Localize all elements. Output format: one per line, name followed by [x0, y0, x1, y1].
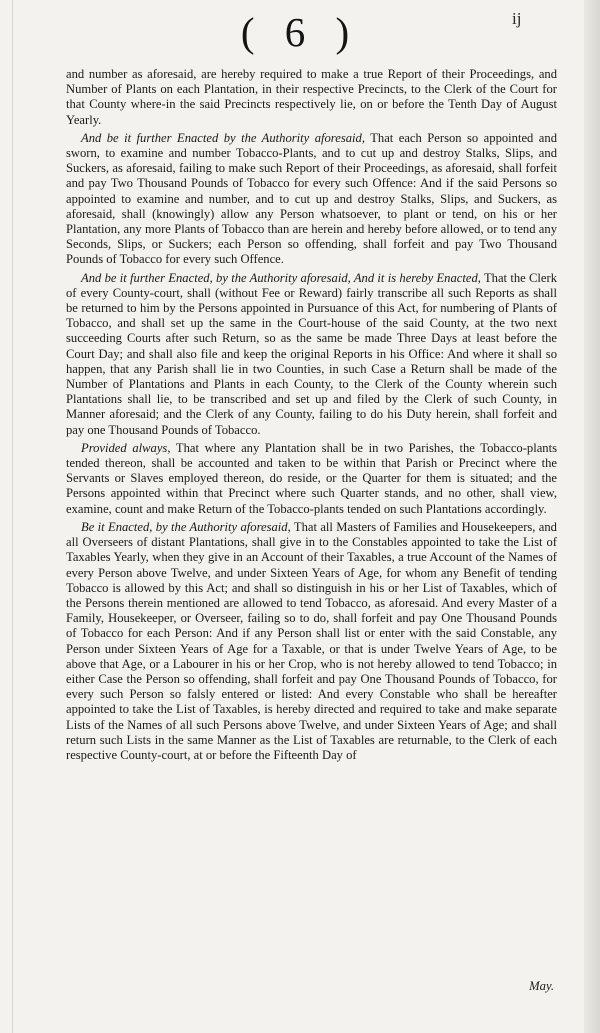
- paragraph-lead: And be it further Enacted, by the Authority aforesaid, And it is hereby Enacted,: [81, 270, 481, 285]
- catchword: May.: [529, 979, 554, 993]
- paragraph-text: and number as aforesaid, are hereby required to make a true Report of their Proceedings, and Number of Plants on each Plantation, in their respective Precincts, to the Clerk of the Court for that County where-in the said Precincts respectively lie, on or before the Tenth Day of August Yearly.: [66, 67, 557, 127]
- page-binding-edge: [584, 0, 600, 1033]
- page-edge-shadow: [12, 0, 13, 1033]
- paragraph-5: [66, 520, 557, 763]
- paragraph-2: [66, 131, 557, 268]
- paragraph-lead: Be it Enacted, by the Authority aforesaid,: [81, 519, 291, 534]
- paragraph-4: [66, 441, 557, 517]
- margin-mark: ij: [512, 9, 522, 28]
- paragraph-3: [66, 271, 557, 438]
- paragraph-text: That all Masters of Families and Housekeepers, and all Overseers of distant Plantations, shall give in to the Constables appointed to take the List of Taxables Yearly, when they give in an Account of their Taxables, a true Account of the Names of every Person above Twelve, and under Sixteen Years of Age, for whom any Benefit of tending Tobacco is allowed by this Act; and shall so distinguish in his or her List of Taxables, which of the Persons therein mentioned are allowed to tend Tobacco, as aforesaid. And every Master of a Family, Housekeeper, or Overseer, failing so to do, shall forfeit and pay One Thousand Pounds of Tobacco for each Person: And if any Person shall list or enter with the said Constable, any Person under Sixteen Years of Age for a Taxable, or that is under Twelve Years of Age, to be above that Age, or a Labourer in his or her Crop, who is not hereby allowed to tend Tobacco; in either Case the Person so offending, shall forfeit and pay One Thousand Pounds of Tobacco, for every such Person so falsly entered or listed: And every Constable who shall be hereafter appointed to take the List of Taxables, is hereby directed and required to take and make separate Lists of the Names of all such Persons above Twelve, and under Sixteen Years of Age; and shall return such Lists in the same Manner as the List of Taxables are returnable, to the Clerk of each respective County-court, at or before the Fifteenth Day of: [66, 519, 557, 762]
- body-text: [66, 67, 557, 766]
- paragraph-lead: Provided always,: [81, 440, 171, 455]
- paragraph-text: That each Person so appointed and sworn, to examine and number Tobacco-Plants, and to cut up and destroy Stalks, Slips, and Suckers, as aforesaid, failing to make such Report of their Proceedings, as aforesaid, shall forfeit and pay Two Thousand Pounds of Tobacco for every such Offence: And if the said Persons so appointed to examine and number, and to cut up and destroy Stalks, Slips, and Suckers, as aforesaid, shall (knowingly) allow any Person whatsoever, to plant or tend, on his or her Plantation, any more Plants of Tobacco than are herein and hereby before allowed, or to tend any Seconds, Slips, or Suckers; each Person so offending, shall forfeit and pay Two Thousand Pounds of Tobacco for every such Offence.: [66, 130, 557, 267]
- page-number: ( 6 ): [240, 9, 360, 55]
- paragraph-text: That where any Plantation shall be in two Parishes, the Tobacco-plants tended thereon, shall be accounted and taken to be within that Parish or Precinct where the Servants or Slaves employed thereon, do reside, or the Quarter for them is situated; and the Persons appointed within that Precinct where such Quarter stands, and no other, shall view, examine, count and make Return of the Tobacco-plants tended on such Plantations accordingly.: [66, 440, 558, 516]
- paragraph-1: [66, 67, 557, 128]
- paragraph-lead: And be it further Enacted by the Authority aforesaid,: [81, 130, 365, 145]
- paragraph-text: That the Clerk of every County-court, shall (without Fee or Reward) fairly transcribe all such Reports as shall be returned to him by the Persons appointed in Pursuance of this Act, for numbering of Plants of Tobacco, and shall set up the same in the Court-house of the said County, at the two next succeeding Courts after such Return, so as the same be made Three Days at least before the Court Day; and shall also file and keep the original Reports in his Office: And where it shall so happen, that any Parish shall lie in two Counties, in such Case a Return shall be made of the Number of Plantations and Plants in each County, to the Clerk of the County wherein such Plantations shall lie, to be transcribed and set up and filed by the Clerk of such County, in Manner aforesaid; and the Clerk of any County, failing to do his Duty herein, shall forfeit and pay one Thousand Pounds of Tobacco.: [66, 270, 557, 437]
